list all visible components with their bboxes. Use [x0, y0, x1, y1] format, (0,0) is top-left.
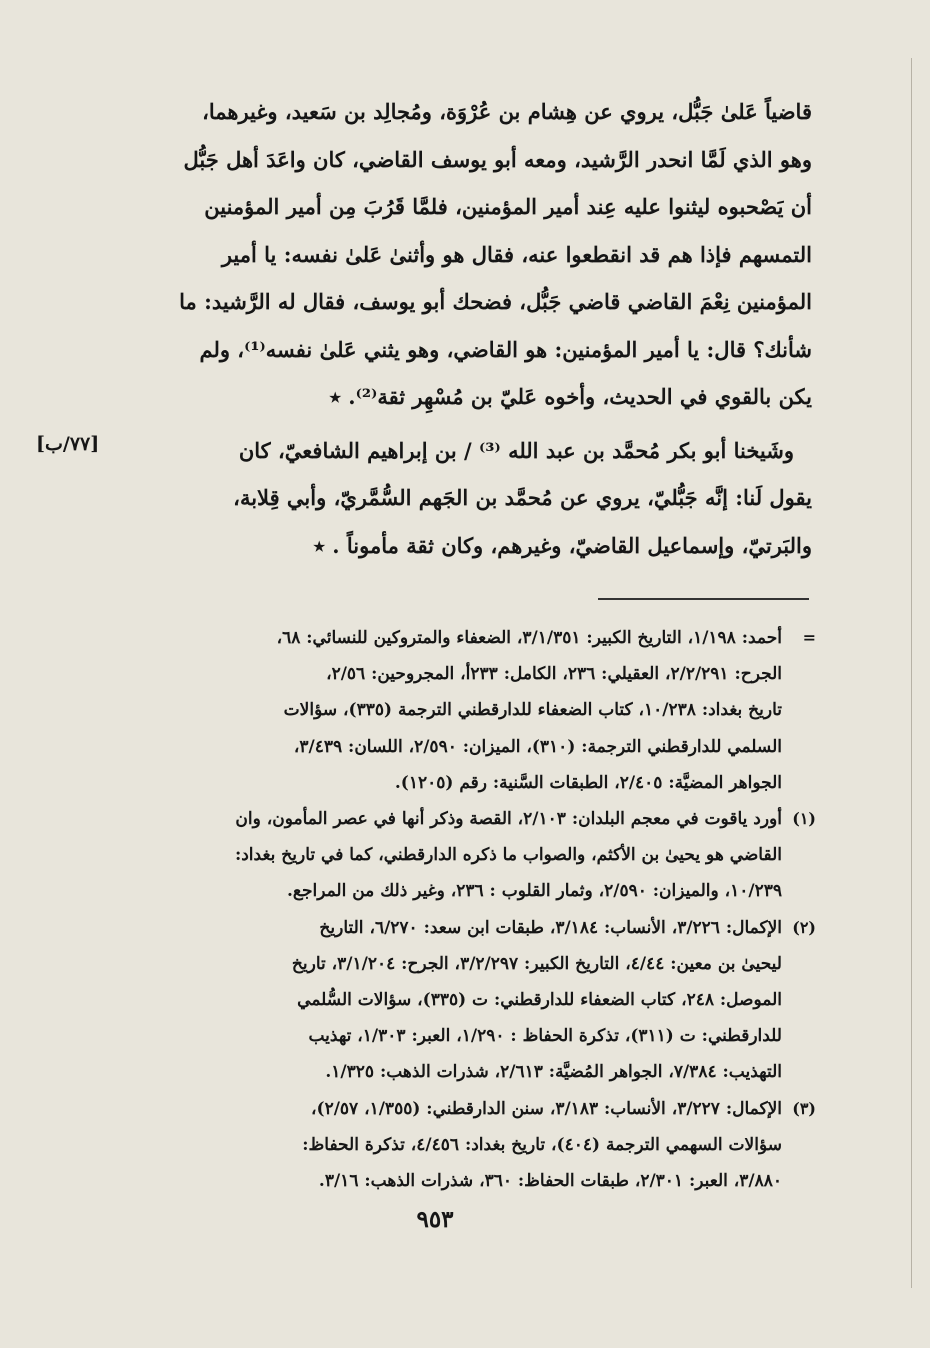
text-line: وهو الذي لَمَّا انحدر الرَّشيد، ومعه أبو يوسف القاضي، كان واعَدَ أهل جَبُّل: [183, 146, 812, 172]
footnote-line: الجواهر المضيَّة: ٢/٤٠٥، الطبقات السَّنية: رقم (١٢٠٥).: [394, 772, 782, 793]
footnote-line: الموصل: ٢٤٨، كتاب الضعفاء للدارقطني: ت (٣٣٥)، سؤالات السُّلمي: [297, 990, 782, 1011]
footnote-line: للدارقطني: ت (٣١١)، تذكرة الحفاظ : ١/٢٩٠، العبر: ١/٣٠٣، تهذيب: [308, 1026, 782, 1047]
footnote-line: ليحيىٰ بن معين: ٤/٤٤، التاريخ الكبير: ٣/٢/٢٩٧، الجرح: ٣/١/٢٠٤، تاريخ: [291, 953, 782, 974]
footnote-mark: (٢): [792, 917, 816, 937]
text-line: قاضياً عَلىٰ جَبُّل، يروي عن هِشام بن عُرْوَة، ومُجالِد بن سَعيد، وغيرهما،: [202, 99, 812, 124]
footnote-line: ١٠/٢٣٩، والميزان: ٢/٥٩٠، وثمار القلوب : ٢٣٦، وغير ذلك من المراجع.: [287, 881, 782, 902]
page-number: [0, 1206, 930, 1233]
footnote-mark: (١): [792, 809, 816, 829]
footnote-3: [122, 1091, 816, 1200]
footnote-line: الإكمال: ٣/٢٢٧، الأنساب: ٣/١٨٣، سنن الدارقطني: (١/٣٥٥، ٢/٥٧)،: [311, 1098, 782, 1119]
text-line: المؤمنين نِعْمَ القاضي قاضي جَبُّل، فضحك أبو يوسف، فقال له الرَّشيد: ما: [179, 289, 812, 314]
footnote-mark: =: [802, 628, 816, 647]
text-line: يكن بالقوي في الحديث، وأخوه عَليّ بن مُسْهِر ثقة⁽²⁾. ٭: [329, 384, 812, 409]
text-line: أن يَصْحبوه ليثنوا عليه عِند أمير المؤمنين، فلمَّا قَرُبَ مِن أمير المؤمنين: [204, 194, 812, 219]
footnote-line: تاريخ بغداد: ١٠/٢٣٨، كتاب الضعفاء للدارقطني الترجمة (٣٣٥)، سؤالات: [283, 700, 782, 721]
text-line: والبَرتيّ، وإسماعيل القاضيّ، وغيرهم، وكان ثقة مأموناً . ٭: [313, 532, 812, 558]
footnote-line: الجرح: ٢/٢/٢٩١، العقيلي: ٢٣٦، الكامل: ٢٣٣أ، المجروحين: ٢/٥٦،: [326, 664, 782, 685]
manuscript-folio-ref: [٧٧/ب]: [36, 433, 100, 455]
text-line: شأنك؟ قال: يا أمير المؤمنين: هو القاضي، وهو يثني عَلىٰ نفسه⁽¹⁾، ولم: [199, 336, 812, 362]
footnote-line: أورد ياقوت في معجم البلدان: ٢/١٠٣، القصة وذكر أنها في عصر المأمون، وان: [235, 809, 782, 830]
footnote-line: الإكمال: ٣/٢٢٦، الأنساب: ٣/١٨٤، طبقات ابن سعد: ٦/٢٧٠، التاريخ: [319, 917, 782, 938]
text-line: وشَيخنا أبو بكر مُحمَّد بن عبد الله ⁽³⁾ / بن إبراهيم الشافعيّ، كان: [238, 437, 794, 463]
footnote-continued: [122, 620, 816, 801]
footnote-line: القاضي هو يحيىٰ بن الأكثم، والصواب ما ذكره الدارقطني، كما في تاريخ بغداد:: [234, 845, 782, 866]
page-number-text: ٩٥٣: [416, 1206, 454, 1233]
text-line: يقول لَنا: إنَّه جَبُّليّ، يروي عن مُحمَّد بن الجَهم السُّمَّريّ، وأبي قِلابة،: [233, 485, 812, 510]
paragraph-2: [122, 427, 812, 570]
footnote-separator: [598, 598, 809, 600]
paragraph-1: [122, 88, 812, 421]
footnote-line: أحمد: ١/١٩٨، التاريخ الكبير: ٣/١/٣٥١، الضعفاء والمتروكين للنسائي: ٦٨،: [276, 628, 782, 648]
footnote-line: التهذيب: ٧/٣٨٤، الجواهر المُضيَّة: ٢/٦١٣، شذرات الذهب: ١/٣٢٥.: [325, 1062, 782, 1083]
footnote-line: ٣/٨٨٠، العبر: ٢/٣٠١، طبقات الحفاظ: ٣٦٠، شذرات الذهب: ٣/١٦.: [318, 1171, 782, 1192]
page-edge-line: [911, 58, 912, 1288]
text-line: التمسهم فإذا هم قد انقطعوا عنه، فقال هو وأثنىٰ عَلىٰ نفسه: يا أمير: [221, 241, 812, 267]
main-text: [122, 88, 812, 569]
footnote-line: السلمي للدارقطني الترجمة: (٣١٠)، الميزان: ٢/٥٩٠، اللسان: ٣/٤٣٩،: [293, 736, 782, 757]
footnote-mark: (٣): [792, 1098, 816, 1118]
footnote-line: سؤالات السهمي الترجمة (٤٠٤)، تاريخ بغداد: ٤/٤٥٦، تذكرة الحفاظ:: [302, 1134, 782, 1155]
footnote-1: [122, 801, 816, 910]
footnotes: [122, 620, 816, 1199]
footnote-2: [122, 910, 816, 1091]
